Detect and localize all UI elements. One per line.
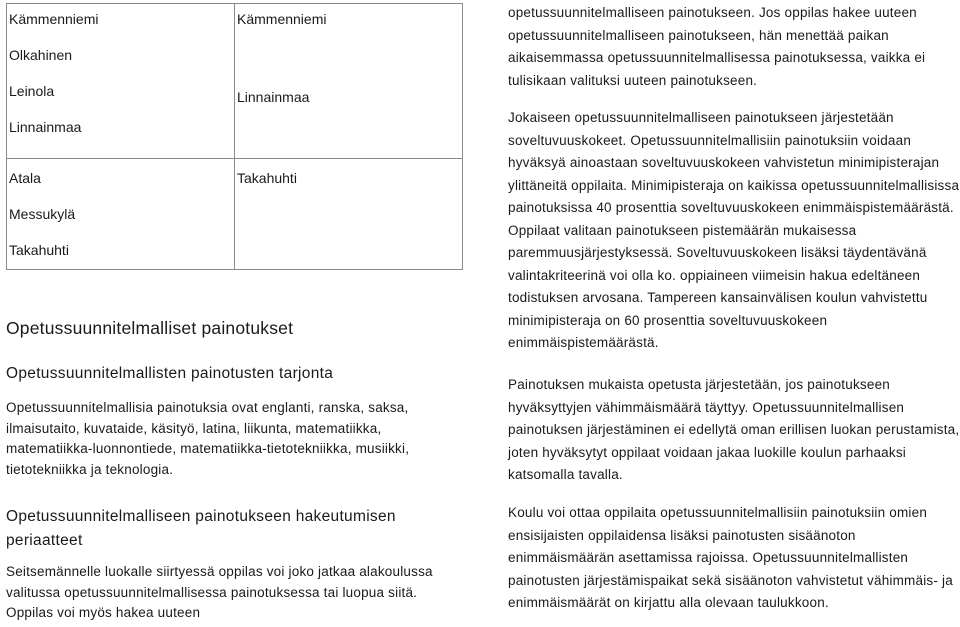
area-name: Olkahinen bbox=[9, 47, 73, 63]
area-name: Kämmenniemi bbox=[9, 11, 99, 27]
table-cell bbox=[7, 159, 235, 270]
table-cell bbox=[7, 4, 235, 159]
section-text: Seitsemännelle luokalle siirtyessä oppilas voi joko jatkaa alakoulussa valitussa opetussuunnitelmallisessa painotuksessa tai luopua siitä. Oppilas voi myös hakea uuteen bbox=[6, 564, 433, 620]
area-name: Messukylä bbox=[9, 206, 76, 222]
table-row bbox=[7, 4, 463, 159]
section-text: Opetussuunnitelmallisia painotuksia ovat englanti, ranska, saksa, ilmaisutaito, kuvataide, käsityö, latina, liikunta, matematiikka, matematiikka-luonnontiede, matematiikka-tietotekniikka, musiikki, tietotekniikka ja teknologia. bbox=[6, 400, 410, 477]
table-cell bbox=[235, 159, 463, 270]
paragraph: Painotuksen mukaista opetusta järjestetään, jos painotukseen hyväksyttyjen vähimmäismäärä täyttyy. Opetussuunnitelmallisen painotuksen järjestäminen ei edellytä oman erillisen luokan perustamista, joten hyväksytyt oppilaat voidaan jakaa luokille koulun parhaaksi katsomalla tavalla. bbox=[508, 377, 960, 482]
area-name: Atala bbox=[9, 170, 41, 186]
area-name: Leinola bbox=[9, 83, 55, 99]
paragraph: Jokaiseen opetussuunnitelmalliseen painotukseen järjestetään soveltuvuuskokeet. Opetussuunnitelmallisiin painotuksiin voidaan hyväksyä ainoastaan soveltuvuuskokeen vahvistetun minimipisterajan ylittäneitä oppilaita. Minimipisteraja on kaikissa opetussuunnitelmallisissa painotuksissa 40 prosenttia soveltuvuuskokeen enimmäispistemäärästä. Oppilaat valitaan painotukseen pistemäärän mukaisessa paremmuusjärjestyksessä. Soveltuvuuskokeen lisäksi täydentävänä valintakriteerinä voi olla ko. oppiaineen viimeisin hakua edeltäneen todistuksen arvosana. Tampereen kansainvälisen koulun vahvistettu minimipisteraja on 60 prosenttia soveltuvuuskokeen enimmäispistemäärästä. bbox=[508, 110, 960, 350]
paragraph: opetussuunnitelmalliseen painotukseen. Jos oppilas hakee uuteen opetussuunnitelmalliseen painotukseen, hän menettää paikan aikaisemmassa opetussuunnitelmallisessa painotuksessa, vaikka ei tulisikaan valituksi uuteen painotukseen. bbox=[508, 5, 926, 88]
section-heading: Opetussuunnitelmalliseen painotukseen hakeutumisen periaatteet bbox=[6, 508, 396, 549]
areas-table bbox=[6, 3, 463, 270]
section-heading: Opetussuunnitelmallisten painotusten tarjonta bbox=[6, 365, 334, 382]
area-name: Takahuhti bbox=[9, 242, 69, 258]
left-column bbox=[6, 0, 468, 620]
area-name: Linnainmaa bbox=[9, 119, 82, 135]
area-name: Takahuhti bbox=[237, 170, 297, 186]
page-title: Opetussuunnitelmalliset painotukset bbox=[6, 318, 294, 338]
table-cell bbox=[235, 4, 463, 159]
area-name: Linnainmaa bbox=[237, 89, 310, 105]
paragraph: Koulu voi ottaa oppilaita opetussuunnitelmallisiin painotuksiin omien ensisijaisten oppilaidensa lisäksi painotusten sisäänoton enimmäismäärän asettamissa rajoissa. Opetussuunnitelmallisten painotusten järjestämispaikat sekä sisäänoton vahvistetut vähimmäis- ja enimmäismäärät on kirjattu alla olevaan taulukkoon. bbox=[508, 505, 953, 610]
area-name: Kämmenniemi bbox=[237, 11, 327, 27]
table-row bbox=[7, 159, 463, 270]
